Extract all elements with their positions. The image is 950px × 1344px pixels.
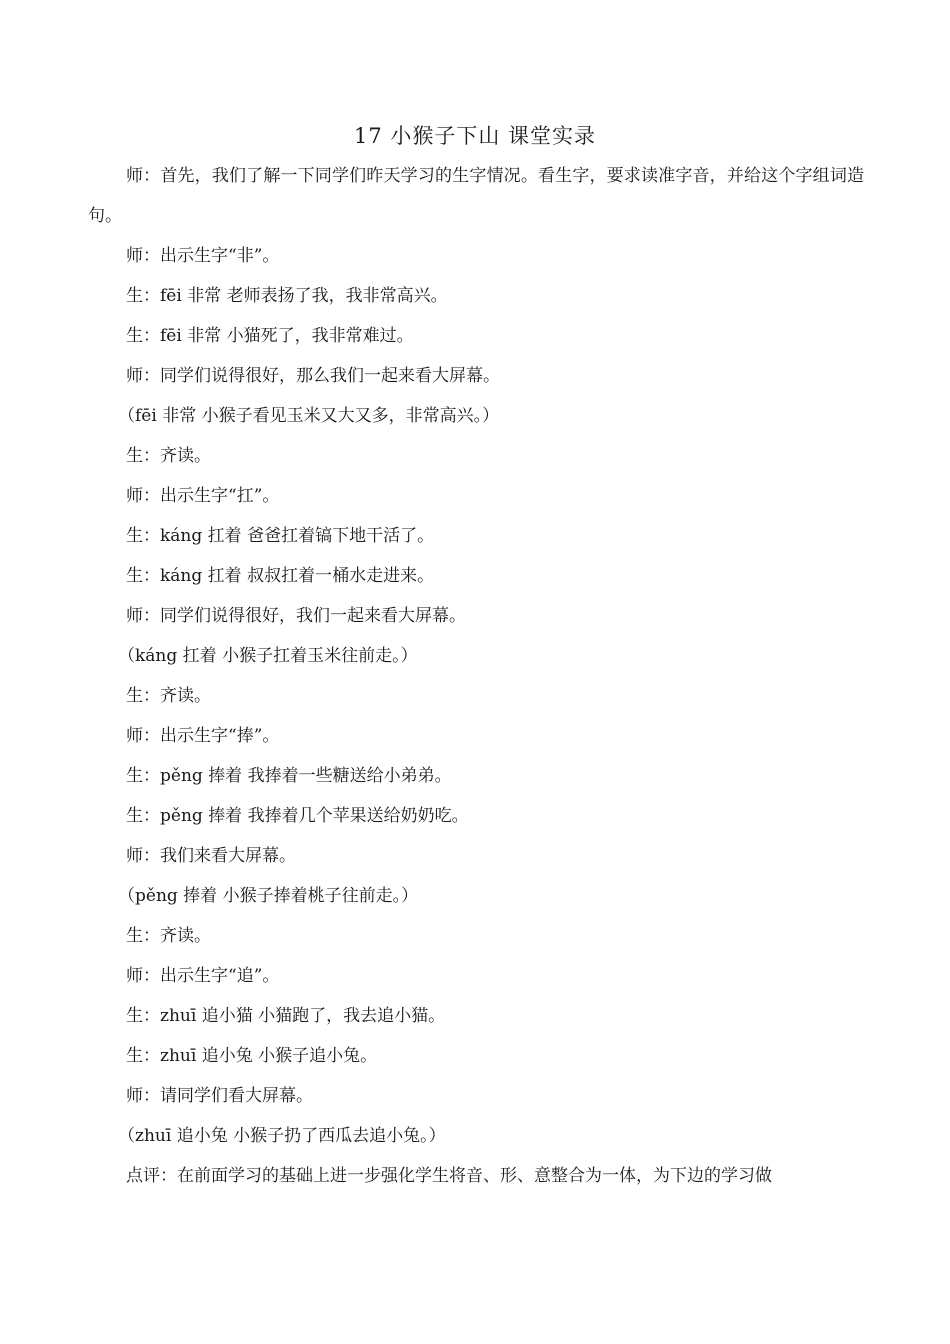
paragraph-line: 师：我们来看大屏幕。 [126,846,296,866]
paragraph-line: 师：同学们说得很好，那么我们一起来看大屏幕。 [126,366,500,386]
paragraph-line: 生：fēi 非常 老师表扬了我，我非常高兴。 [126,286,448,306]
paragraph-screen-note: （fēi 非常 小猴子看见玉米又大又多，非常高兴。） [118,406,500,426]
paragraph-line: 生：齐读。 [126,446,211,466]
paragraph-line: 生：káng 扛着 叔叔扛着一桶水走进来。 [126,566,435,586]
paragraph-screen-note: （pěng 捧着 小猴子捧着桃子往前走。） [118,886,419,906]
page-title: 17 小猴子下山 课堂实录 [353,124,597,148]
paragraph-screen-note: （zhuī 追小兔 小猴子扔了西瓜去追小兔。） [118,1126,446,1146]
paragraph-line: 师：出示生字“追”。 [126,966,280,986]
paragraph-line: 生：zhuī 追小猫 小猫跑了，我去追小猫。 [126,1006,446,1026]
paragraph-intro: 师：首先，我们了解一下同学们昨天学习的生字情况。看生字，要求读准字音，并给这个字组词造句。 [88,166,864,226]
paragraph-line: 生：pěng 捧着 我捧着几个苹果送给奶奶吃。 [126,806,469,826]
paragraph-line: 师：出示生字“非”。 [126,246,280,266]
paragraph-line: 生：齐读。 [126,926,211,946]
paragraph-line: 生：fēi 非常 小猫死了，我非常难过。 [126,326,414,346]
paragraph-line: 师：请同学们看大屏幕。 [126,1086,313,1106]
paragraph-line: 师：同学们说得很好，我们一起来看大屏幕。 [126,606,466,626]
paragraph-comment: 点评：在前面学习的基础上进一步强化学生将音、形、意整合为一体，为下边的学习做 [126,1166,772,1186]
paragraph-line: 师：出示生字“扛”。 [126,486,280,506]
paragraph-line: 生：pěng 捧着 我捧着一些糖送给小弟弟。 [126,766,452,786]
paragraph-line: 生：zhuī 追小兔 小猴子追小兔。 [126,1046,378,1066]
paragraph-line: 生：齐读。 [126,686,211,706]
paragraph-line: 生：káng 扛着 爸爸扛着镐下地干活了。 [126,526,435,546]
paragraph-screen-note: （káng 扛着 小猴子扛着玉米往前走。） [118,646,418,666]
paragraph-line: 师：出示生字“捧”。 [126,726,280,746]
